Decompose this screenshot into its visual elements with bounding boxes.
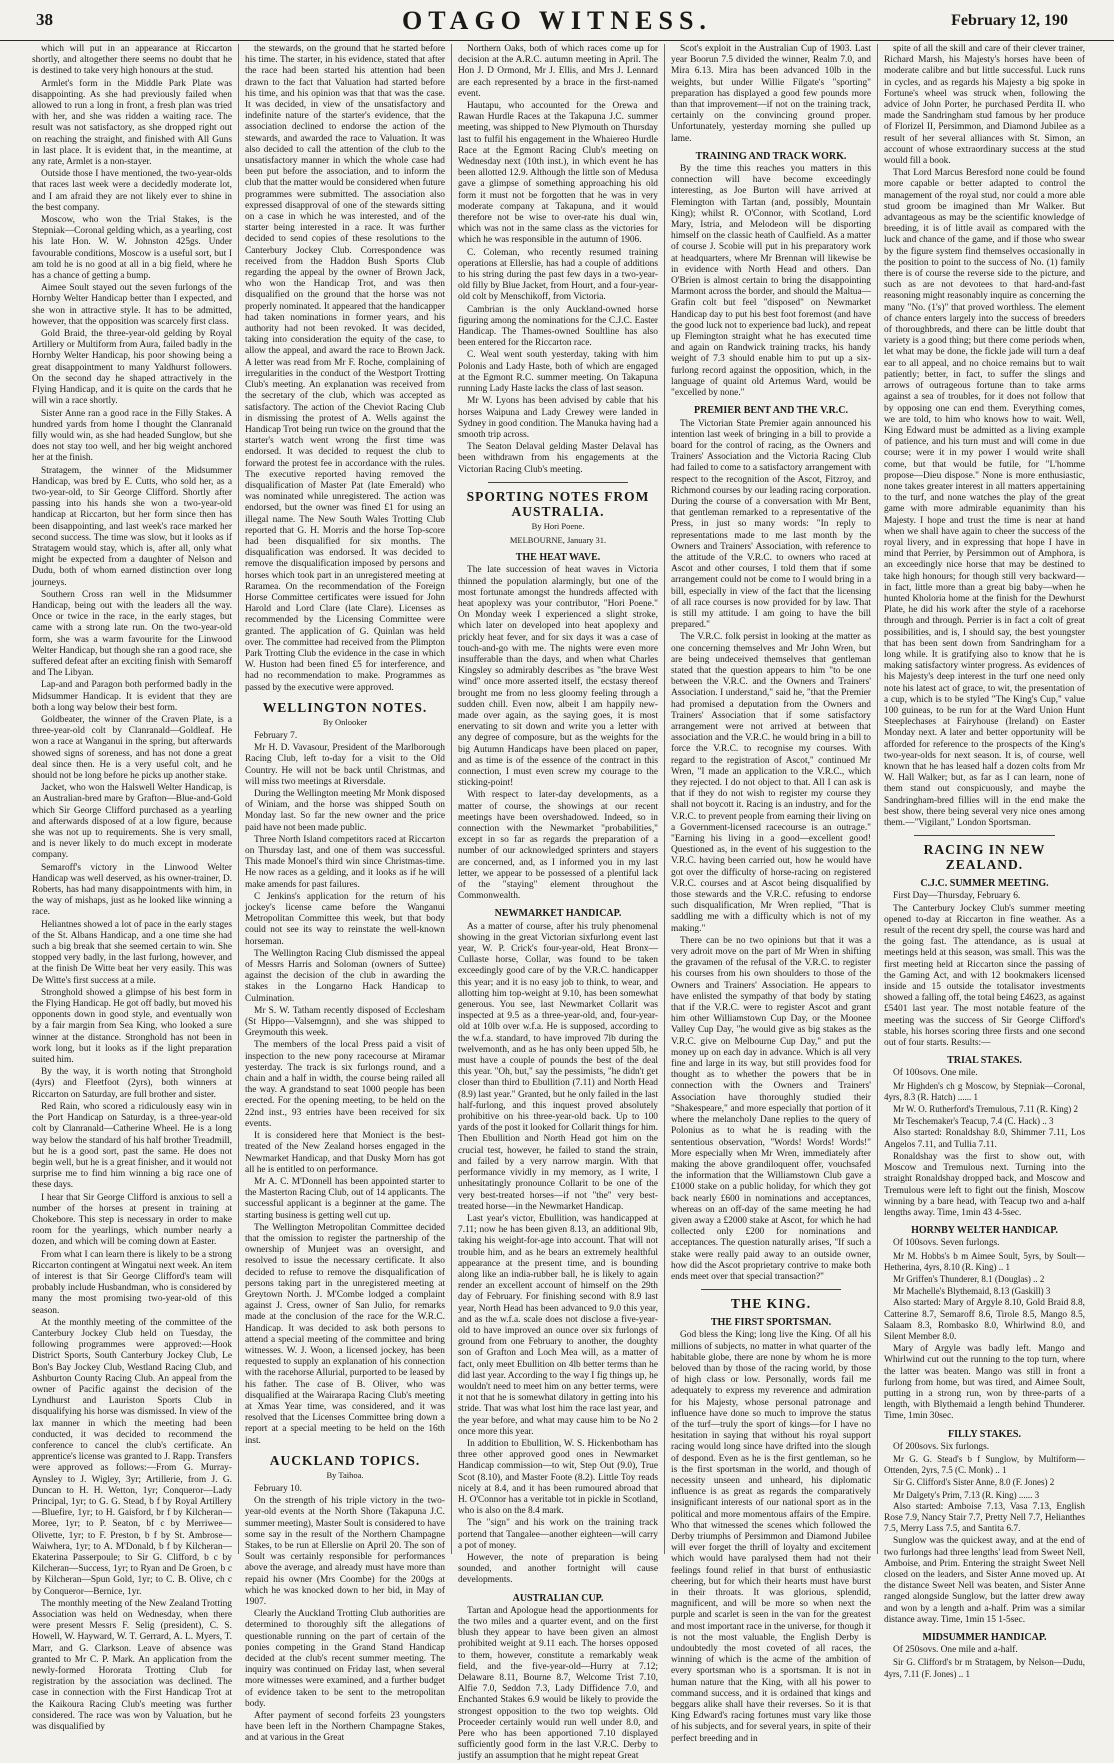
race-result-line: Mr Machelle's Blythemaid, 8.13 (Gaskill) 3 [893,1286,1051,1297]
article-paragraph: Stronghold showed a glimpse of his best form in the Flying Handicap. He got off badly, but moved his opponents down in good style, and eventually won by a fair margin from Sea King, who looked a sure winner at the distance. Stronghold has not been in work long, but it looks as if the light preparation suited him. [32,987,232,1066]
column-2 [239,44,452,1744]
article-paragraph: C Jenkins's application for the return of his jockey's license came before the Wanganui Metropolitan Committee this week, but that body could not see its way to reinstate the well-known horseman. [245,891,445,947]
article-paragraph: As a matter of course, after his truly phenomenal showing in the great Victorian sixfurlong event last year, W. P. Crick's four-year-old, Heat Bronx—Cullaste horse, Collar, was found to be taken exceedingly good care of by the V.R.C. handicapper this year; and it is no easy job to think, to wear, and allotting him top-weight at 9.10, has been somewhat generous. You see, last Newmarket Collarit was inspected at 9.5 as a three-year-old, and, four-year-old at 10lb over w.f.a. He is supposed, according to the w.f.a. standard, to have improved 7lb during the twelvemonth, and as he has only been upped 5lb, he must have a couple of pounds the best of the deal this year. "Oh, but," say the pessimists, "he didn't get closer than third to Ebullition (7.11) and North Head (8.9) last year." Granted, but he only failed in the last half-furlong, and this inquest proved absolutely prohibitive on his three-year-old back. Up to 100 yards of the post it looked for Collarit things for him. Then Ebullition and North Head got him on the crucial test, however, he failed to stand the strain, and failed by a very narrow margin. With that performance vividly in my memory, as I write, I unhesitatingly pronounce Collarit to be one of the very best-treated horses—if not "the" very best-treated horse—in the Newmarket Handicap. [458,921,658,1212]
article-paragraph: At the monthly meeting of the committee of the Canterbury Jockey Club held on Tuesday, the following programmes were approved:—Hook District Sports, South Canterbury Jockey Club, Le Bon's Bay Jockey Club, Westland Racing Club, and Ashburton County Racing Club. An appeal from the owner of Pacific against the decision of the Lyndhurst and Lauriston Sports Club in disqualifying his horse was dismissed. In view of the lax manner in which the meeting had been conducted, it was decided to recommend the conference to cancel the club's certificate. An apprentice's license was granted to J. Rapp. Transfers were approved as follows:—From G. Murray-Aynsley to J. Wigley, 3yr; Artillerie, from J. G. Duncan to H. H. Wetton, 1yr; Conqueror—Lady Principal, 1yr; to G. G. Stead, b f by Royal Artillery—Bluefire, 1yr; to H. Gaisford, br f by Kilcheran—Moree, 1yr; to P. Seaton, bf c by Merriwee—Olivette, 1yr; to F. Preston, b f by St. Ambrose—Waiwhera, 1yr; to A. M'Donald, b f by Kilcheran—Ekaterina Passerpoule; to Sir G. Clifford, b c by Kilcheran—Success, 1yr; to Ryan and De Groen, b c by Kilcheran—Spun Gold, 1yr; to C. B. Olive, ch c by Conqueror—Bernice, 1yr. [32,1317,232,1597]
section-heading: AUSTRALIAN CUP. [512,1592,604,1604]
article-paragraph: Tartan and Apologue head the apportionments for the two miles and a quarter event, and on the first blush they appear to have been given an almost prohibited weight at 9.11 each. The horses opposed to them, however, constitute a remarkably weak field, and the five-year-old—Hurry at 7.12; Delaware 8.11, Bourne 8.7, Welcome Trist 7.10, Alfie 7.0, Seddon 7.3, Lady Diffidence 7.0, and Enchanted Stakes 6.9 would be likely to provide the strongest opposition to the two top weights. Old Proceeder certainly would run well under 8.0, and Pere who has been apportioned 7.10 displayed sufficiently good form in the last V.R.C. Derby to justify an assumption that he might repeat Great [458,1605,658,1762]
article-paragraph: The Seaton Delaval gelding Master Delaval has been withdrawn from his engagements at the Victorian Racing Club's meeting. [458,442,658,475]
article-paragraph: Clearly the Auckland Trotting Club authorities are determined to thoroughly sift the allegations of questionable running on the part of certain of the ponies competing in the Grand Stand Handicap decided at the club's recent summer meeting. The inquiry was continued on Friday last, when several more witnesses were examined, and a further budget of evidence taken to be sent to the metropolitan body. [245,1609,445,1709]
article-paragraph: which will put in an appearance at Riccarton shortly, and altogether there seems no doubt that he is destined to take very high honours at the stud. [32,44,232,77]
section-heading: NEWMARKET HANDICAP. [494,908,622,920]
article-paragraph: On the strength of his triple victory in the two-year-old events at the North Shore (Takapuna J.C. summer meeting), Master Soult is considered to have some say in the result of the Northern Champagne Stakes, to be run at Ellerslie on April 20. The son of Soult was certainly responsible for performances above the average, and already must have more than repaid his owner (Mrs Coombe) for the 200gs at which he was knocked down to her bid, in May of 1907. [245,1496,445,1608]
article-paragraph: The Canterbury Jockey Club's summer meeting opened to-day at Riccarton in fine weather. As a result of the recent dry spell, the course was hard and the going fast. The attendance, as is usual at meetings held at this season, was small. This was the first meeting held at Riccarton since the passing of the Gaming Act, and with 12 bookmakers licensed inside and 15 outside the totalisator investments showed a falling off, the total being £4623, as against £5401 last year. The most notable feature of the meeting was the success of Sir George Clifford's stable, his horses scoring three firsts and one second out of four starts. Results:— [884,903,1085,1049]
section-heading: THE FIRST SPORTSMAN. [710,1317,832,1329]
article-paragraph: Mr H. D. Vavasour, President of the Marlborough Racing Club, left to-day for a visit to the Old Country. He will not be back until Christmas, and will miss two meetings at Riversdale. [245,743,445,787]
article-paragraph: The members of the local Press paid a visit of inspection to the new pony racecourse at Miramar yesterday. The track is six furlongs round, and a chain and a half in width, the course being railed all the way. A grandstand to seat 1000 people has been erected. For the opening meeting, to be held on the 22nd inst., 93 entries have been received for six events. [245,1040,445,1129]
article-paragraph: Sister Anne ran a good race in the Filly Stakes. A hundred yards from home I thought the Clanranald filly would win, as she had headed Sunglow, but she does not stay too well, and her big weight anchored her at the finish. [32,408,232,464]
article-paragraph: The late succession of heat waves in Victoria thinned the population alarmingly, but one of the most fortunate amongst the hundreds affected with heat apoplexy was your contributor, "Hori Poene." On Monday week I experienced a slight stroke, which later on developed into heat apoplexy and prickly heat fever, and for six days it was a case of touch-and-go with me. The nights were even more insufferable than the days, and when what Charles Kingsley so admirably describes as "the brave West wind" once more asserted itself, the ecstasy thereof brought me from no less gloomy feeling through a sudden chill. Even now, albeit I am happily new-made over again, as the saying goes, it is most enervating to sit down and write you a letter with any degree of composure, but as the weights for the big Autumn Handicaps have been placed on paper, and as time is of the essence of the contract in this connection, I must even screw my courage to the sticking-point! [458,565,658,789]
section-heading: MIDSUMMER HANDICAP. [922,1632,1047,1644]
article-paragraph: The V.R.C. folk persist in looking at the matter as one concerning themselves and Mr John Wren, but are being undeceived themselves that gentleman stated that the question appears to him "to be one between the V.R.C. and the Owners and Trainers' Association. I understand," said he, "that the Premier had promised a deputation from the Owners and Trainers' Association that if some satisfactory arrangement were not arrived at between that association and the V.R.C. he would bring in a bill to force the V.R.C. to recognise my courses. With regard to the registration of Ascot," continued Mr Wren, "I made an application to the V.R.C., which they rejected. I do not object to that. All I can ask is that if they do not wish to register my course they shall not boycott it. Racing is an industry, and for the V.R.C. to prevent people from earning their living on a Government-licensed racecourse is an outrage." "Earning his living in a good—excellent good! Questioned as, in the event of his suggestion to the V.R.C. having been carried out, how he would have got over the difficulty of horse-racing on registered V.R.C. courses and at Ascot being disqualified by those stewards and the V.R.C. refusing to endorse such disqualification, Mr Wren replied, "That is saddling me with a difficulty which is not of my making." [671,632,871,934]
article-paragraph: Hautapu, who accounted for the Orewa and Rawan Hurdle Races at the Takapuna J.C. summer meeting, was shipped to New Plymouth on Thursday last to fulfil his engagement in the Whaiereo Hurdle Race at the Egmont Racing Club's meeting on Wednesday next (10th inst.), in which event he has been allotted 12.9. Although the little son of Medusa gave a glimpse of something approaching his old form it must not be forgotten that he was in very moderate company at Takapuna, and it would therefore not be wise to over-rate his dual win, which was not in the same class as the victories for which he was responsible in the autumn of 1906. [458,101,658,246]
article-paragraph: Also started: Mary of Argyle 8.10, Gold Braid 8.8, Catterine 8.7, Semaroff 8.6, Tirole 8.5, Mango 8.5, Salaam 8.3, Rombasko 8.0, Whirlwind 8.0, and Silent Member 8.0. [884,1298,1085,1342]
article-paragraph: Northern Oaks, both of which races come up for decision at the A.R.C. autumn meeting in April. The Hon J. D Ormond, Mr J. Ellis, and Mrs J. Lennard are each represented by a brace in the first-named event. [458,44,658,99]
article-paragraph: Cambrian is the only Auckland-owned horse figuring among the nominations for the C.J.C. Easter Handicap. The Thames-owned Soultline has also been entered for the Riccarton race. [458,304,658,349]
section-heading: RACING IN NEW ZEALAND. [923,842,1046,873]
race-result-line: Sir G. Clifford's Sister Anne, 8.0 (F. Jones) 2 [893,1477,1055,1488]
race-result-line: Mr G. G. Stead's b f Sunglow, by Multiform—Ottenden, 2yrs, 7.5 (C. Monk) .. 1 [884,1453,1085,1476]
article-paragraph: Armlet's form in the Middle Park Plate was disappointing. As she had previously failed when allowed to run a long in front, a fresh plan was tried with her, and she was ridden a waiting race. The result was not satisfactory, as she dropped right out on reaching the straight, and finished with All Guns in last place. It is evident that, in the meantime, at any rate, Armlet is a non-stayer. [32,78,232,168]
byline: By Hori Poene. [531,520,585,531]
article-paragraph: Goldbeater, the winner of the Craven Plate, is a three-year-old colt by Clanranald—Goldleaf. He won a race at Wanganui in the spring, but afterwards showed signs of soreness, and has not done a great deal since then. He is a very useful colt, and he should not be long before he picks up another stake. [32,714,232,781]
article-paragraph: The Wellington Racing Club dismissed the appeal of Messrs Harris and Soloman (owners of Suttee) against the decision of the club in awarding the stakes in the Longarno Hack Handicap to Culmination. [245,948,445,1004]
race-result-line: Mr Dalgety's Prim, 7.13 (R. King) ...... 3 [893,1489,1040,1500]
article-paragraph: From what I can learn there is likely to be a strong Riccarton contingent at Wingatui next week. An item of interest is that Sir George Clifford's team will probably include Husbandman, who is considered by many the most promising two-year-old of this season. [32,1249,232,1316]
article-paragraph: However, the note of preparation is being sounded, and another fortnight will cause developments. [458,1553,658,1586]
article-paragraph: Stratagem, the winner of the Midsummer Handicap, was bred by E. Cutts, who sold her, as a two-year-old, to Sir George Clifford. Shortly after passing into his hands she won a two-year-old handicap at Riccarton, but her form since then has been disappointing, and last week's race marked her second success. The time was slow, but it looks as if Stratagem would stay, which is, after all, only what might be expected from a daughter of Nelson and Dudu, both of whom earned distinction over long journeys. [32,465,232,588]
article-paragraph: C. Weal went south yesterday, taking with him Polonis and Lady Haste, both of which are engaged at the Egmont R.C. summer meeting. On Takapuna running Lady Haste lacks the class of last season. [458,350,658,395]
article-paragraph: February 10. [254,1483,302,1494]
article-paragraph: With respect to later-day developments, as a matter of course, the showings at our recent meetings have been overshadowed. Indeed, so in connection with the Newmarket "probabilities," except in so far as regards the preparation of a number of our acknowledged sprinters and stayers are concerned, and, as I informed you in my last letter, we appear to be possessed of a plentiful lack of the "staying" element throughout the Commonwealth. [458,790,658,902]
byline: By Onlooker [322,716,368,727]
article-paragraph: Also started: Amboise 7.13, Vasa 7.13, English Rose 7.9, Nancy Stair 7.7, Pretty Nell 7.7, Helianthes 7.5, Merry Lass 7.5, and Santita 6.7. [884,1501,1085,1535]
race-result-line: Mr Highden's ch g Moscow, by Stepniak—Coronal, 4yrs, 8.3 (R. Hatch) ...... 1 [884,1080,1085,1102]
column-rule [488,482,628,483]
race-result-line: Mr Teschemaker's Teacup, 7.4 (C. Hack) .. 3 [893,1116,1054,1127]
article-paragraph: Mr A. C. M'Donnell has been appointed starter to the Masterton Racing Club, out of 14 applicants. The successful applicant is a beginner at the game. The starting business is getting well cut up. [245,1176,445,1221]
article-paragraph: February 7. [254,730,298,741]
page-columns [26,44,1094,1762]
article-paragraph: After payment of second forfeits 23 youngsters have been left in the Northern Champagne Stakes, and at various in the Great [245,1711,445,1744]
article-paragraph: Red Rain, who scored a ridiculously easy win in the Port Handicap on Saturday, is a three-year-old colt by Clanranald—Catherine Wheel. He is a long way below the standard of his half brother Treadmill, but he is a good sort, past the same. He does not begin well, but he is a great finisher, and it would not surprise me to find him winning a big race one of these days. [32,1101,232,1191]
article-paragraph: Aimee Soult stayed out the seven furlongs of the Hornby Welter Handicap better than I expected, and she won in attractive style. It has to be admitted, however, that the opposition was scarcely first class. [32,283,232,327]
article-paragraph: Semaroff's victory in the Linwood Welter Handicap was well deserved, as his owner-trainer, D. Roberts, has had many disappointments with him, in the way of mishaps, just as he looked like winning a race. [32,862,232,918]
section-heading: TRIAL STAKES. [947,1055,1022,1067]
article-paragraph: Heliantnes showed a lot of pace in the early stages of the St. Albans Handicap, and a one time she had such a big break that she seemed certain to win. She stopped very badly, in the last furlong, however, and at the finish De Witte beat her very easily. This was De Witte's first success at a mile. [32,919,232,986]
article-paragraph: Also started: Ronaldshay 8.0, Shimmer 7.11, Los Angelos 7.11, and Tullia 7.11. [884,1128,1085,1150]
article-paragraph: Sunglow was the quickest away, and at the end of two furlongs had three lengths' lead from Sweet Nell, Amboise, and Prim. Entering the straight Sweet Nell closed on the leaders, and Sister Anne moved up. At the distance Sweet Nell was beaten, and Sister Anne ranged alongside Sunglow, but the latter drew away and won by a length and a-half. Prim was a similar distance away. Time, 1min 15 1-5sec. [884,1536,1085,1625]
byline: By Taihoa. [326,1469,364,1480]
article-paragraph: I hear that Sir George Clifford is anxious to sell a number of the horses at present in training at Chokebore. This step is necessary in order to make room for the yearlings, which number nearly a dozen, and which will be coming down at Easter. [32,1192,232,1248]
article-paragraph: Moscow, who won the Trial Stakes, is the Stepniak—Coronal gelding which, as a yearling, cost his late Hon. W. W. Johnston 425gs. Under favourable conditions, Moscow is a useful sort, but I am told he is no good at all in a big field, where he has a chance of getting a bump. [32,215,232,282]
article-paragraph: Lap-and and Paragon both performed badly in the Midsummer Handicap. It is evident that they are both a long way below their best form. [32,680,232,713]
article-paragraph: God bless the King; long live the King. Of all his millions of subjects, no matter in what quarter of the habitable globe, there are none by whom he is more beloved than by those of the racing world, by those of high class or low. Personally, words fail me adequately to express my reverence and admiration for his Majesty, whose personal patronage and influence have done so much to improve the status of the turf—truly the sport of kings—for I have no hesitation in saying that without his royal support racing would long since have drifted into the slough of despond. Even as he is the first gentleman, so he is the first sportsman in the world, and though of necessity unseen and unheard, his diplomatic influence is as great as regards the comparatively insignificant interests of our national sport as in the political and more momentous affairs of the Empire. Who that witnessed the scenes which followed the Derby triumphs of Persimmon and Diamond Jubilee will ever forget the thrill of loyalty and excitement which would have paralysed them had not their feelings found relief in that burst of enthusiastic cheering, but for which their hearts must have burst in their throats. It was glorious, splendid, magnificent, and will be more so when next the purple and scarlet is seen in the van for the greatest and most important race in the universe, for though it is not the most valuable, the English Derby is undoubtedly the most coveted of all races, the winning of which is the acme of the ambition of every sportsman who is a sportsman. It is not in human nature that the King, with all his power to command success, and it is ordained that kings and beggars alike shall have their reverses. So it is that King Edward's racing fortunes must vary like those of his subjects, and for several years, in spite of their perfect breeding and in [671,1330,871,1744]
article-paragraph: The monthly meeting of the New Zealand Trotting Association was held on Wednesday, when there were present Messrs F. Selig (president), C. S. Howell, W. Hayward, W. T. Gerrard, A. L. Myers, T. Marr, and G. Clarkson. Leave of absence was granted to Mr C. P. Mark. An application from the newly-formed Hororata Trotting Club for registration by the association was declined. The case in connection with the First Handicap Trot at the Kaikoura Racing Club's meeting was further considered. The race was won by Valuation, but he was disqualified by [32,1598,232,1733]
article-paragraph: Of 200sovs. Six furlongs. [893,1441,990,1452]
issue-date: February 12, 190 [951,12,1068,29]
race-result-line: Mr W. O. Rutherford's Tremulous, 7.11 (R. King) 2 [893,1104,1079,1115]
race-result-line: Sir G. Clifford's br m Stratagem, by Nelson—Dudu, 4yrs, 7.11 (F. Jones) .. 1 [884,1657,1085,1679]
section-heading: C.J.C. SUMMER MEETING. [920,878,1049,890]
article-paragraph: Last year's victor, Ebullition, was handicapped at 7.11; now he has been given 8.13, an additional 9lb, taking his weight-for-age into account. That will not trouble him, and as he bears an extremely healthful appearance at the present time, and is bounding along like an india-rubber ball, he is likely to again render an excellent account of himself on the 29th day of February. For finishing second with 8.9 last year, North Head has been advanced to 9.0 this year, and as the w.f.a. scale does not disclose a five-year-old to have improved an ounce over six furlongs of ground from one February to another, the doughty son of Grafton and Loch Mea will, as a matter of fact, only meet Ebullition on 4lb better terms than he did last year. According to the way I fig things up, he wouldn't need to meet him on any better terms, were it not that he is somewhat dilatory in getting into his stride. That was what lost him the race last year, and the year before, and what may cause him to be No 2 once more this year. [458,1213,658,1437]
section-heading: FILLY STAKES. [948,1428,1021,1440]
race-result-line: Mr Griffen's Thunderer, 8.1 (Douglas) .. 2 [893,1273,1045,1284]
article-paragraph: Mr S. W. Tatham recently disposed of Ecclesham (St Hippo—Valsemgnn), and she was shipped to Greymouth this week. [245,1005,445,1039]
article-paragraph: By the way, it is worth noting that Stronghold (4yrs) and Fleetfoot (2yrs), both winners at Riccarton on Saturday, are full brother and sister. [32,1067,232,1100]
article-paragraph: Mary of Argyle was badly left. Mango and Whirlwind cut out the running to the top turn, where the latter was beaten. Mango was still in front a furlong from home, but was tired, and Aimee Soult, putting in a strong run, won by three-parts of a length, with Blythemaid a length behind Thunderer. Time, 1min 30sec. [884,1344,1085,1422]
article-paragraph: Of 100sovs. Seven furlongs. [893,1238,1000,1249]
article-paragraph: Jacket, who won the Halswell Welter Handicap, is an Australian-bred mare by Grafton—Blue-and-Gold which Sir George Clifford purchased as a yearling and afterwards disposed of at a low figure, because she was not up to requirements. She is very small, and is never likely to do much except in moderate company. [32,783,232,861]
article-paragraph: Of 100sovs. One mile. [893,1068,978,1079]
article-paragraph: That Lord Marcus Beresford none could be found more capable or better adapted to control the management of the royal stud, nor could a more able stud groom be imagined than Mr Walker. But advantageous as may be the scientific knowledge of breeding, it is of little avail as compared with the luck and chance of the game, and if those who swear by the figure system find themselves occasionally in the position to point to the success of No. (1) family there is of course the reverse side to the picture, and such as are not devotees to that hard-and-fast reasoning might reasonably inquire as concerning the many "No. (1's)" that proved worthless. The element of chance enters largely into the success of breeders of thoroughbreds, and there can be little doubt that variety is a good thing; but there come periods when, let what may be done, the fickle jade will turn a deaf ear to all appeal, and no choice remains but to wait patiently; better, in fact, to suffer the slings and arrows of outrageous fortune than to take arms against a sea of troubles, for it does not follow that by opposing one can end them. Everything comes, we are told, to him who knows how to wait. Well, King Edward must be admitted as a living example of patience, and his turn must and will come in due course; were it in my power I would write shall come, but that would be futile, for "L'homme propose—Dieu dispose." None is more enthusiastic, none takes greater interest in all matters appertaining to the turf, and none watches the play of the great game with more admirable equanimity than his Majesty. I hope and trust the time is near at hand when we shall have again to cheer the success of the royal livery, and in expressing that hope I have in mind that Perrier, by Persimmon out of Amphora, is an exceedingly nice horse that may be destined to take high honours; for though still very backward—in fact, little more than a great big baby—when he hunted Kholoria home at the finish for the Dewhurst Plate, he did his work after the style of a racehorse through and through. Perrier is in fact a colt of great possibilities, and is, I should say, the best youngster that has been sent down from Sandringham for a long while. It is gratifying also to know that he is making satisfactory winter progress. As evidences of his Majesty's deep interest in the turf one need only note his latest act of grace, to wit, the presentation of a cup, which is to be styled "The King's Cup," value 100 guineas, to be run for at the Ward Union Hunt Steeplechases at Fairyhouse (Ireland) on Easter Monday next. A later and better opportunity will be afforded for reference to the prospects of the King's two-year-olds for next season. It is, of course, well known that he has leased half a dozen colts from Mr W. Hall Walker; but, as far as I can learn, none of them stand out conspicuously, and maybe the Sandringham-bred fillies will in the end make the best show, there being several very nice ones among them.—"Vigilant," London Sportsman. [884,168,1085,829]
article-paragraph: By the time this reaches you matters in this connection will have become exceedingly interesting, as Joe Burton will have arrived at Flemington with Tartan (and, possibly, Mountain King); whilst R. O'Connor, with Scotland, Lord Mary, Istria, and Melodeon will be disporting himself on the classic heath of Caulfield. As a matter of course J. Scobie will put in his preparatory work at headquarters, where Mr Brennan will likewise be in evidence with North Head and others. Dan O'Brien is almost certain to bring the disappointing Marmont across the border, and should the Maltua—Grafin colt but feel "disposed" on Newmarket Handicap day to put his best foot foremost (and have the good luck not to experience bad luck), and repeat up Flemington straight what he has executed time and again on Randwick training tracks, his handy weight of 7.3 should enable him to put up a six-furlong record against the opposition, which, in the language of quaint old Artemus Ward, would be "excelled by none." [671,164,871,399]
article-paragraph: Three North Island competitors raced at Riccarton on Thursday last, and one of them was successful. This made Monoel's third win since Christmas-time. He now races as a gelding, and it looks as if he will make amends for past failures. [245,834,445,890]
section-heading: WELLINGTON NOTES. [262,699,428,715]
article-paragraph: The Victorian State Premier again announced his intention last week of bringing in a bill to provide a board for the control of racing, as the Owners and Trainers' Association and the Victoria Racing Club had failed to come to a satisfactory arrangement with respect to the recognition of the Ascot, Fitzroy, and Richmond courses by our leading racing corporation. During the course of a conversation with Mr Bent, that gentleman remarked to a representative of the Press, in just so many words: "In reply to representations made to me last month by the Owners and Trainers' Association, with reference to the attitude of the V.R.C. to owners who raced at Ascot and other courses, I told them that if some arrangement could not be come to I would bring in a bill, especially in view of the fact that the licensing of all race courses is now provided for by law. That is still my attitude. I am going to have the bill prepared." [671,418,871,631]
column-rule [914,835,1055,836]
article-paragraph: There can be no two opinions but that it was a very adroit move on the part of Mr Wren in shifting the gravamen of the refusal of the V.R.C. to register his courses from his own shoulders to those of the Owners and Trainers' Association. He appears to have enlisted the sympathy of that body by stating that if the V.R.C. were to register Ascot and grant him other Williamstown Cup Day, or the Moonee Valley Cup Day, "he would give as big stakes as the V.R.C. give on Melbourne Cup Day," and put the money up on each day in advance. Which is all very fine and large in its way, but still provides food for thought as to whether the powers that be in connection with the Owners and Trainers' Association have thoroughly studied their "Shakespeare," and more especially that portion of it where the melancholy Dane replies to the query of Polonius as to what he is reading with the sententious observation, "Words! Words! Words!" More especially when Mr Wren, immediately after making the above grandiloquent offer, vouchsafed the information that the Williamstown Club gave a £1000 stake on a public holiday, for which they got back nearly £600 in nominations and acceptances, whereas on an off-day of the same meeting he had given away a £2000 stake at Ascot, for which he had collected only £200 for nominations and acceptances. The question naturally arises, "If such a stake were really paid away to an outside owner, how did the Ascot proprietary contrive to make both ends meet over that special transaction?" [671,935,871,1282]
article-paragraph: The "sign" and his work on the training track portend that Tangalee—another eighteen—will carry a pot of money. [458,1518,658,1551]
article-paragraph: Southern Cross ran well in the Midsummer Handicap, being out with the leaders all the way. Once or twice in the race, in the early stages, but came with a strong late run. On the two-year-old form, she was a warm favourite for the Linwood Welter Handicap, but though she ran a good race, she suffered defeat after an exciting finish with Semaroff and The Libyan. [32,589,232,679]
masthead [0,0,1114,41]
column-rule [701,1289,841,1290]
column-4 [665,44,878,1744]
section-heading: TRAINING AND TRACK WORK. [695,150,847,162]
article-paragraph: Ronaldshay was the first to show out, with Moscow and Tremulous next. Turning into the straight Ronaldshay dropped back, and Moscow and Tremulous were left to fight out the finish, Moscow winning by a bare head, with Teacup two and a-half lengths away. Time, 1min 43 4-5sec. [884,1151,1085,1218]
article-paragraph: Of 250sovs. One mile and a-half. [893,1645,1018,1656]
article-paragraph: Mr W. Lyons has been advised by cable that his horses Waipuna and Lady Crewey were landed in Sydney in good condition. The Manuka having had a smooth trip across. [458,396,658,440]
column-1 [26,44,239,1733]
section-heading: SPORTING NOTES FROM AUSTRALIA. [466,488,650,519]
section-heading: HORNBY WELTER HANDICAP. [911,1225,1058,1237]
article-paragraph: Gold Braid, the three-year-old gelding by Royal Artillery or Multiform from Aura, failed badly in the Hornby Welter Handicap, his poor showing being a great disappointment to many Yaldhurst followers. On the second day he shaped attractively in the Flying Handicap, and it is quite on the cards that he will win a race shortly. [32,329,232,407]
column-3 [452,44,665,1762]
article-paragraph: In addition to Ebullition, W. S. Hickenbotham has three other approved good ones in Newmarket Handicap commission—to wit, Step Out (9.0), True Scot (8.10), and Master Foote (8.2). Little Toy reads nicely at 8.4, and it has been rumoured abroad that H. O'Connor has a veritable tot in pickle in Scotland, who is also on the 8.4 mark. [458,1438,658,1517]
article-paragraph: First Day—Thursday, February 6. [893,891,1021,902]
page-number: 38 [36,10,53,29]
column-5 [878,44,1091,1679]
article-paragraph: Outside those I have mentioned, the two-year-olds that races last week were a decidedly moderate lot, and I am afraid they are not likely ever to shine in the best company. [32,169,232,213]
article-paragraph: It is considered here that Moniect is the best-treated of the New Zealand horses engaged in the Newmarket Handicap, and that Dusky Morn has got all he is entitled to on performance. [245,1131,445,1175]
article-paragraph: the stewards, on the ground that he started before his time. The starter, in his evidence, stated that after the race had been started his attention had been drawn to the fact that Valuation had started before his time, and his opinion was that that was the case. It was decided, in view of the unsatisfactory and indefinite nature of the starter's evidence, that the association declined to endorse the action of the stewards, and awarded the race to Valuation. It was also decided to call the attention of the club to the unsatisfactory manner in which the whole case had been put before the association, and to inform the club that the matter would be considered when future programmes were submitted. The association also expressed disapproval of one of the stewards sitting on a case in which he was interested, and of the starter being interested in a race. It was further decided to send copies of these resolutions to the Canterbury Jockey Club. Correspondence was received from the Haddon Bush Sports Club regarding the appeal by the owner of Brown Jack, who won the Handicap Trot, and was then disqualified on the ground that the horse was not properly nominated. It appeared that the handicapper had taken nominations in former years, and his authority had not been revoked. It was decided, taking into consideration the equity of the case, to allow the appeal, and award the race to Brown Jack. A letter was read from Mr F. Roche, complaining of irregularities in the conduct of the Westport Trotting Club's meeting. An explanation was received from the secretary of the club, which was accepted as satisfactory. The action of the Cheviot Racing Club in dismissing the protest of A. Wells against the Handicap Trot being run twice on the ground that the starter's watch went wrong the first time was endorsed. It was decided to request the club to forward the protest fee in accordance with the rules. The executive reported having removed the disqualification of Master Pat (late Emerald) who was nominated while unregistered. The action was endorsed, but the owner was fined £1 for using an illegal name. The New South Wales Trotting Club reported that G. H. Morris and the horse Top-score had been disqualified for six months. The disqualification was endorsed. It was decided to remove the disqualification imposed by persons and horses which took part in an unregistered meeting at Raramea. On the recommendation of the Foreign Horse Committee certificates were issued for John Harold and Lord Clare (late Clare). Licenses as recommended by the Licensing Committee were granted. The application of G. Quinlan was held over. The committee had received from the Plimpton Park Trotting Club the evidence in the case in which W. Huston had been fined £5 for interference, and had no recommendation to make. Programmes as passed by the executive were approved. [245,44,445,693]
section-heading: PREMIER BENT AND THE V.R.C. [693,405,849,417]
section-heading: THE HEAT WAVE. [515,552,601,564]
article-paragraph: Scot's exploit in the Australian Cup of 1903. Last year Boorun 7.5 divided the winner, Realm 7.0, and Mira 6.13. Mira has been advanced 10lb in the weights, but under Willie Filgate's "sporting" preparation has displayed a good few pounds more than that improvement—if not on the training track, certainly on the convincing ground proper. Unfortunately, yesterday morning she pulled up lame. [671,44,871,144]
article-paragraph: spite of all the skill and care of their clever trainer, Richard Marsh, his Majesty's horses have been of moderate calibre and but little successful. Luck runs in cycles, and as regards his Majesty a big spoke in Fortune's wheel was struck when, following the advice of John Porter, he purchased Perdita II. who made the Sandringham stud famous by her produce of Florizel II, Persimmon, and Diamond Jubilee as a result of her several alliances with St. Simon, an account of whose extraordinary success at the stud would fill a book. [884,44,1085,167]
newspaper-title: OTAGO WITNESS. [402,6,712,35]
byline: MELBOURNE, January 31. [509,534,607,545]
section-heading: AUCKLAND TOPICS. [269,1452,421,1468]
article-paragraph: The Wellington Metropolitan Committee decided that the omission to register the partnership of the ownership of Munjeet was an oversight, and resolved to issue the necessary certificate. It also decided to refuse to remove the disqualification of persons taking part in the unregistered meeting at Greytown North. J. M'Combe lodged a complaint against J. Cress, owner of San Julio, for remarks made at the conclusion of the race for the W.R.C. Handicap. It was decided to ask both persons to attend a special meeting of the committee and bring witnesses. W. J. Woon, a licensed jockey, has been requested to supply an explanation of his connection with the racehorse Allurial, purported to be leased by his father. The case of B. Oliver, who was disqualified at the Wairarapa Racing Club's meeting at Xmas Year time, was considered, and it was resolved that the Licenses Committee bring down a report at a special meeting to be held on the 16th inst. [245,1222,445,1446]
race-result-line: Mr M. Hobbs's b m Aimee Soult, 5yrs, by Soult—Hetherina, 4yrs, 8.10 (R. King) .. 1 [884,1250,1085,1272]
section-heading: THE KING. [730,1296,812,1312]
article-paragraph: C. Coleman, who recently resumed training operations at Ellerslie, has had a couple of additions to his string during the past few days in a two-year-old filly by Blue Jacket, from Hourt, and a four-year-old colt by Menschikoff, from Victoria. [458,247,658,303]
article-paragraph: During the Wellington meeting Mr Monk disposed of Winiam, and the horse was shipped South on Monday last. So far the new owner and the price paid have not been made public. [245,789,445,833]
